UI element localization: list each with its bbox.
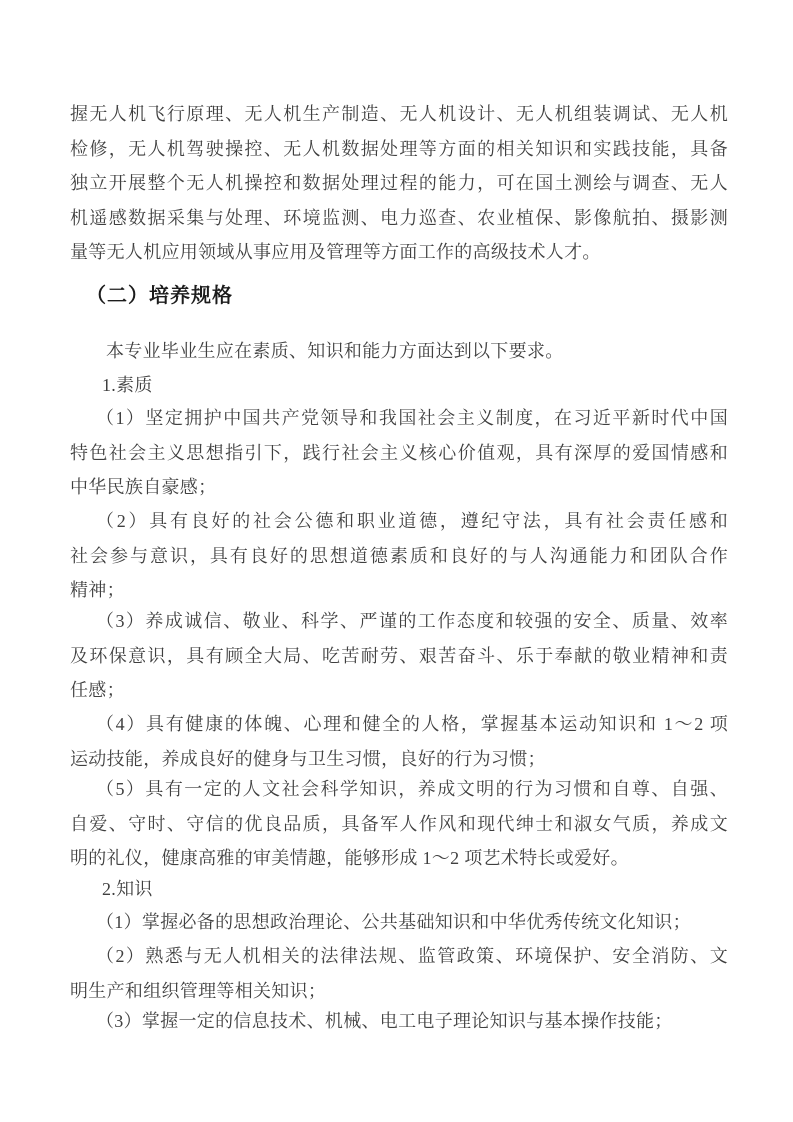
- paragraph-line: 自爱、守时、守信的优良品质，具备军人作风和现代绅士和淑女气质，养成文: [70, 813, 728, 834]
- section-heading-text: （二）培养规格: [86, 285, 233, 307]
- paragraph-knowledge-1: [70, 905, 728, 940]
- list-label-text: 1.素质: [102, 375, 153, 395]
- paragraph-quality-4: [70, 707, 728, 776]
- paragraph-line: （2）熟悉与无人机相关的法律法规、监管政策、环境保护、安全消防、文: [96, 946, 728, 966]
- paragraph-line: 检修，无人机驾驶操控、无人机数据处理等方面的相关知识和实践技能，具备: [70, 138, 728, 159]
- list-label-knowledge: [70, 872, 728, 907]
- section-heading-training-specs: [70, 281, 728, 311]
- paragraph-intro-requirements: [70, 334, 728, 369]
- paragraph-line: 握无人机飞行原理、无人机生产制造、无人机设计、无人机组装调试、无人机: [70, 104, 728, 124]
- paragraph-line: 运动技能，养成良好的健身与卫生习惯，良好的行为习惯；: [70, 748, 546, 769]
- paragraph-line: 任感；: [70, 680, 125, 700]
- paragraph-line: （3）养成诚信、敬业、科学、严谨的工作态度和较强的安全、质量、效率: [96, 611, 728, 631]
- paragraph-line: 及环保意识，具有顾全大局、吃苦耐劳、艰苦奋斗、乐于奉献的敬业精神和责: [70, 645, 728, 666]
- paragraph-line: （1）掌握必备的思想政治理论、公共基础知识和中华优秀传统文化知识；: [96, 912, 691, 932]
- paragraph-quality-1: [70, 401, 728, 505]
- paragraph-quality-3: [70, 604, 728, 708]
- paragraph-line: 机遥感数据采集与处理、环境监测、电力巡查、农业植保、影像航拍、摄影测: [70, 207, 728, 228]
- paragraph-knowledge-2: [70, 939, 728, 1008]
- paragraph-line: 明生产和组织管理等相关知识；: [70, 980, 327, 1001]
- paragraph-line: 独立开展整个无人机操控和数据处理过程的能力，可在国土测绘与调查、无人: [70, 173, 728, 193]
- paragraph-quality-5: [70, 772, 728, 876]
- paragraph-line: （5）具有一定的人文社会科学知识，养成文明的行为习惯和自尊、自强、: [96, 779, 728, 799]
- paragraph-training-objective: [70, 97, 728, 270]
- paragraph-line: 精神；: [70, 580, 125, 600]
- paragraph-line: 中华民族自豪感；: [70, 477, 217, 497]
- paragraph-line: （2）具有良好的社会公德和职业道德，遵纪守法，具有社会责任感和: [96, 511, 728, 531]
- paragraph-knowledge-3: [70, 1004, 728, 1039]
- paragraph-line: 明的礼仪，健康高雅的审美情趣，能够形成 1～2 项艺术特长或爱好。: [70, 848, 629, 868]
- paragraph-quality-2: [70, 504, 728, 608]
- paragraph-line: 特色社会主义思想指引下，践行社会主义核心价值观，具有深厚的爱国情感和: [70, 442, 728, 463]
- paragraph-line: （1）坚定拥护中国共产党领导和我国社会主义制度，在习近平新时代中国: [96, 408, 728, 428]
- paragraph-line: 社会参与意识，具有良好的思想道德素质和良好的与人沟通能力和团队合作: [70, 545, 728, 566]
- paragraph-line: （3）掌握一定的信息技术、机械、电工电子理论知识与基本操作技能；: [96, 1011, 673, 1031]
- paragraph-line: （4）具有健康的体魄、心理和健全的人格，掌握基本运动知识和 1～2 项: [96, 714, 728, 734]
- list-label-text: 2.知识: [102, 879, 153, 899]
- paragraph-line: 本专业毕业生应在素质、知识和能力方面达到以下要求。: [106, 341, 564, 361]
- paragraph-line: 量等无人机应用领域从事应用及管理等方面工作的高级技术人才。: [70, 242, 601, 262]
- list-label-quality: [70, 368, 728, 403]
